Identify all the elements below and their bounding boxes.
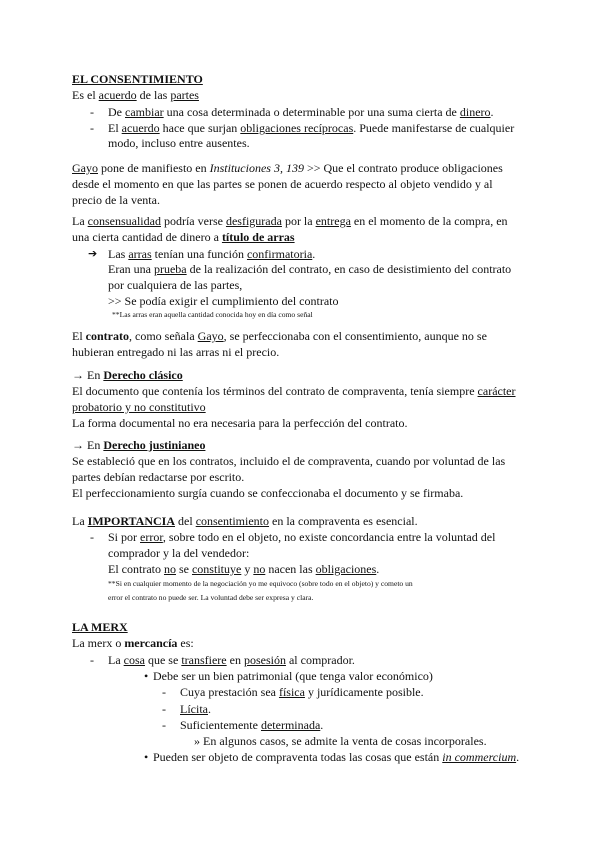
paragraph-line: El contrato, como señala Gayo, se perfeccionaba con el consentimiento, aunque no se	[72, 329, 487, 343]
footnote: **Si en cualquier momento de la negociación yo me equivoco (sobre todo en el objeto) y cometo un	[108, 579, 413, 588]
paragraph-line: hubieran entregado ni las arras ni el precio.	[72, 345, 280, 359]
bullet-text: por cualquiera de las partes,	[108, 278, 243, 292]
round-bullet: •	[144, 669, 149, 683]
bullet-text: » En algunos casos, se admite la venta de cosas incorporales.	[194, 734, 487, 748]
bullet-text: modo, incluso entre ausentes.	[108, 136, 250, 150]
dash-bullet: -	[162, 685, 166, 699]
bullet-text: Lícita.	[180, 702, 211, 716]
dash-bullet: -	[90, 530, 94, 544]
paragraph-line: El documento que contenía los términos del contrato de compraventa, tenía siempre carácter	[72, 384, 516, 398]
paragraph-line: una cierta cantidad de dinero a título de arras	[72, 230, 295, 244]
bullet-text: Las arras tenían una función confirmatoria.	[108, 247, 316, 261]
paragraph-line: precio de la venta.	[72, 193, 160, 207]
paragraph-line: El perfeccionamiento surgía cuando se confeccionaba el documento y se firmaba.	[72, 486, 464, 500]
bullet-text: Pueden ser objeto de compraventa todas las cosas que están in commercium.	[153, 750, 520, 764]
intro-line: La merx o mercancía es:	[72, 636, 194, 650]
intro-line: Es el acuerdo de las partes	[72, 88, 199, 102]
paragraph-line: La IMPORTANCIA del consentimiento en la compraventa es esencial.	[72, 514, 418, 528]
dash-bullet: -	[162, 702, 166, 716]
paragraph-line: Gayo pone de manifiesto en Instituciones 3, 139 >> Que el contrato produce obligaciones	[72, 161, 503, 175]
footnote: error el contrato no puede ser. La voluntad debe ser expresa y clara.	[108, 593, 314, 602]
subheading-derecho-clasico: → En Derecho clásico	[72, 368, 183, 382]
dash-bullet: -	[90, 653, 94, 667]
bullet-text: El contrato no se constituye y no nacen las obligaciones.	[108, 562, 380, 576]
paragraph-line: La consensualidad podría verse desfigurada por la entrega en el momento de la compra, en	[72, 214, 508, 228]
paragraph-line: La forma documental no era necesaria para la perfección del contrato.	[72, 416, 408, 430]
bullet-text: La cosa que se transfiere en posesión al comprador.	[108, 653, 355, 667]
section-title-consentimiento: EL CONSENTIMIENTO	[72, 72, 203, 86]
footnote: **Las arras eran aquella cantidad conocida hoy en día como señal	[112, 310, 313, 319]
paragraph-line: Se estableció que en los contratos, incluido el de compraventa, cuando por voluntad de las	[72, 454, 506, 468]
dash-bullet: -	[90, 121, 94, 135]
dash-bullet: -	[90, 105, 94, 119]
subheading-derecho-justinianeo: → En Derecho justinianeo	[72, 438, 206, 452]
bullet-text: Eran una prueba de la realización del contrato, en caso de desistimiento del contrato	[108, 262, 512, 276]
bullet-text: Si por error, sobre todo en el objeto, no existe concordancia entre la voluntad del	[108, 530, 496, 544]
paragraph-line: partes debían redactarse por escrito.	[72, 470, 245, 484]
section-title-merx: LA MERX	[72, 620, 128, 634]
paragraph-line: probatorio y no constitutivo	[72, 400, 206, 414]
round-bullet: •	[144, 750, 149, 764]
bullet-text: Debe ser un bien patrimonial (que tenga valor económico)	[153, 669, 433, 683]
bullet-text: comprador y la del vendedor:	[108, 546, 250, 560]
paragraph-line: desde el momento en que las partes se ponen de acuerdo respecto al objeto vendido y al	[72, 177, 493, 191]
bullet-text: De cambiar una cosa determinada o determinable por una suma cierta de dinero.	[108, 105, 494, 119]
bullet-text: El acuerdo hace que surjan obligaciones recíprocas. Puede manifestarse de cualquier	[108, 121, 515, 135]
bullet-text: Cuya prestación sea física y jurídicamente posible.	[180, 685, 424, 699]
arrow-bullet-icon: ➔	[88, 247, 98, 260]
bullet-text: Suficientemente determinada.	[180, 718, 324, 732]
bullet-text: >> Se podía exigir el cumplimiento del contrato	[108, 294, 339, 308]
dash-bullet: -	[162, 718, 166, 732]
